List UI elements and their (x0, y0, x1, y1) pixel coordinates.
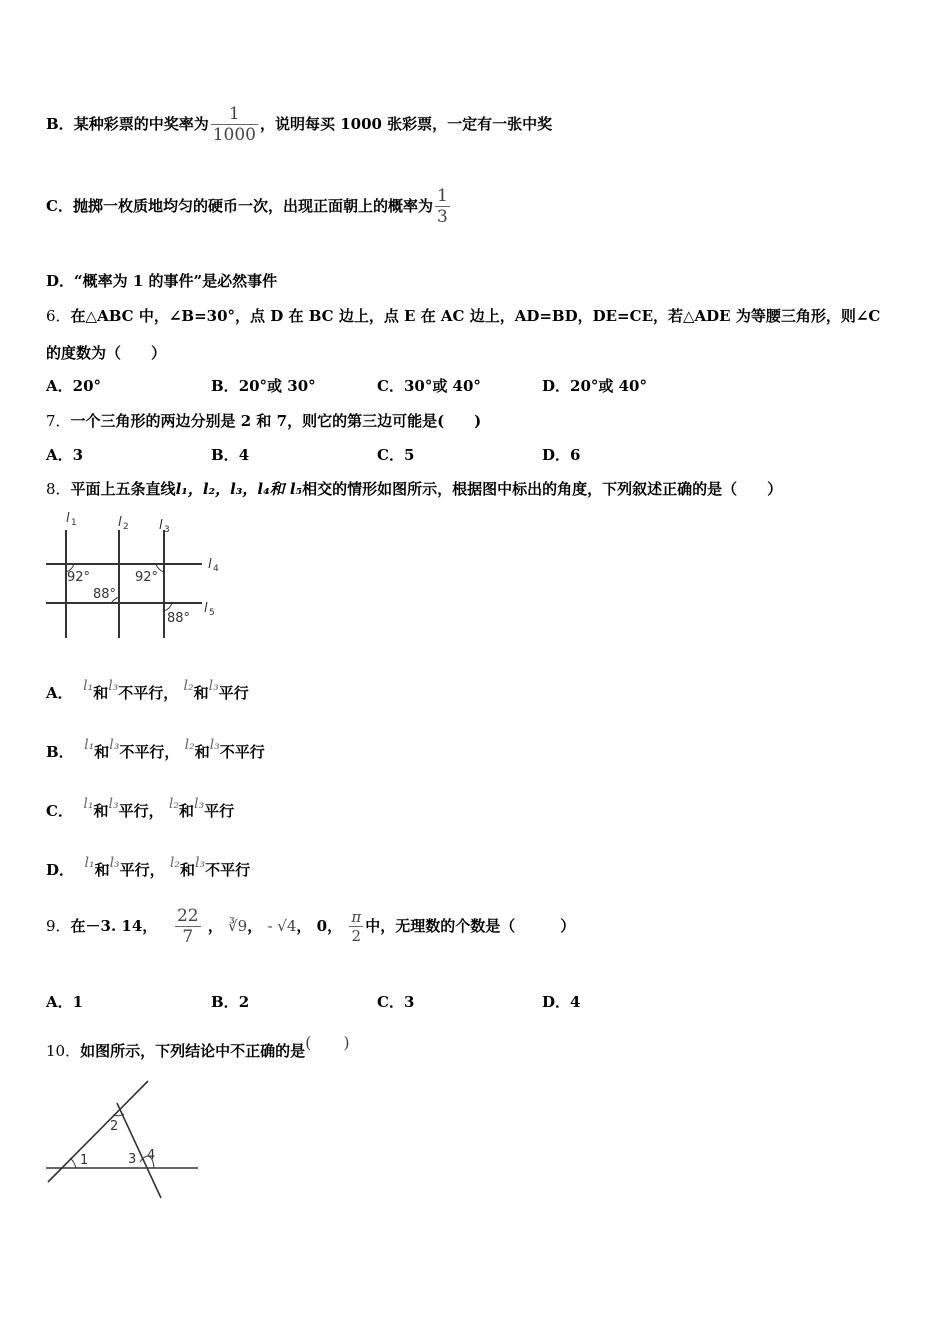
fraction-pi-2: $\frac{\pi}{2}$ (351, 908, 362, 946)
q8-stem: 8．平面上五条直线l₁，l₂，l₃，l₄和 l₅相交的情形如图所示，根据图中标出的角度，下列叙述正确的是（ ） (46, 480, 783, 498)
q5-option-c: C．抛掷一枚质地均匀的硬币一次，出现正面朝上的概率为 $\frac{1}{3}$ (46, 186, 448, 228)
q7-stem: 7．一个三角形的两边分别是 2 和 7，则它的第三边可能是( ) (46, 412, 482, 430)
q9-option-d[interactable]: D．4 (542, 993, 581, 1011)
angle-label-4: 4 (147, 1148, 156, 1163)
q7-option-c[interactable]: C．5 (377, 446, 415, 464)
q5-option-d: D．“概率为 1 的事件”是必然事件 (46, 272, 278, 290)
angle-label-1: 1 (80, 1153, 89, 1168)
q10-stem: 10．如图所示，下列结论中不正确的是( ) (46, 1033, 350, 1060)
angle-92-right: 92° (135, 570, 159, 585)
svg-text:2: 2 (123, 522, 129, 532)
angle-92-left: 92° (67, 570, 91, 585)
q6-stem-line1: 6．在△ABC 中，∠B=30°，点 D 在 BC 边上，点 E 在 AC 边上，AD=BD，DE=CE，若△ADE 为等腰三角形，则∠C (46, 307, 881, 325)
label-l5: l (204, 601, 208, 616)
q9-option-a[interactable]: A．1 (46, 993, 84, 1011)
angle-88-middle: 88° (93, 587, 117, 602)
fraction: $\frac{1}{1000}$ (212, 104, 256, 146)
q5-option-b: B．某种彩票的中奖率为 $\frac{1}{1000}$ ，说明每买 1000 张彩票，一定有一张中奖 (46, 104, 553, 146)
fraction: $\frac{1}{3}$ (436, 186, 448, 228)
q8-option-d[interactable]: D． l₁和l₃平行， l₂和l₃不平行 (46, 855, 251, 879)
q7-option-a[interactable]: A．3 (46, 446, 84, 464)
label-l1: l (66, 511, 70, 526)
svg-text:3: 3 (164, 525, 170, 535)
svg-text:5: 5 (209, 608, 215, 618)
q6-option-c[interactable]: C．30°或 40° (377, 377, 481, 395)
q8-option-a[interactable]: A． l₁和l₃不平行， l₂和l₃平行 (46, 678, 249, 702)
angle-label-3: 3 (128, 1152, 137, 1167)
q9-option-b[interactable]: B．2 (211, 993, 250, 1011)
q7-option-d[interactable]: D．6 (542, 446, 581, 464)
q9-option-c[interactable]: C．3 (377, 993, 415, 1011)
label-l3: l (159, 518, 163, 533)
angle-88-bottom: 88° (167, 611, 191, 626)
label-l4: l (208, 557, 212, 572)
svg-text:1: 1 (71, 518, 77, 528)
fraction-22-7: $\frac{22}{7}$ (176, 906, 199, 948)
q6-option-b[interactable]: B．20°或 30° (211, 377, 316, 395)
q8-figure-parallel-lines (40, 502, 240, 644)
q8-lines-list: l₁，l₂，l₃，l₄和 l₅ (175, 480, 303, 498)
q8-option-c[interactable]: C． l₁和l₃平行， l₂和l₃平行 (46, 796, 235, 820)
q9-stem: 9．在－3. 14， $\frac{22}{7}$ ， ∛9， - √4， 0， $\frac{\pi}{2}$ 中，无理数的个数是（ ） (46, 906, 576, 948)
svg-text:4: 4 (213, 564, 219, 574)
q8-option-b[interactable]: B． l₁和l₃不平行， l₂和l₃不平行 (46, 737, 265, 761)
q6-option-d[interactable]: D．20°或 40° (542, 377, 647, 395)
q7-option-b[interactable]: B．4 (211, 446, 250, 464)
q6-stem-line2: 的度数为（ ） (46, 344, 167, 362)
q10-figure-angles (40, 1075, 210, 1205)
label-l2: l (118, 515, 122, 530)
angle-label-2: 2 (110, 1119, 119, 1134)
q6-option-a[interactable]: A．20° (46, 377, 102, 395)
